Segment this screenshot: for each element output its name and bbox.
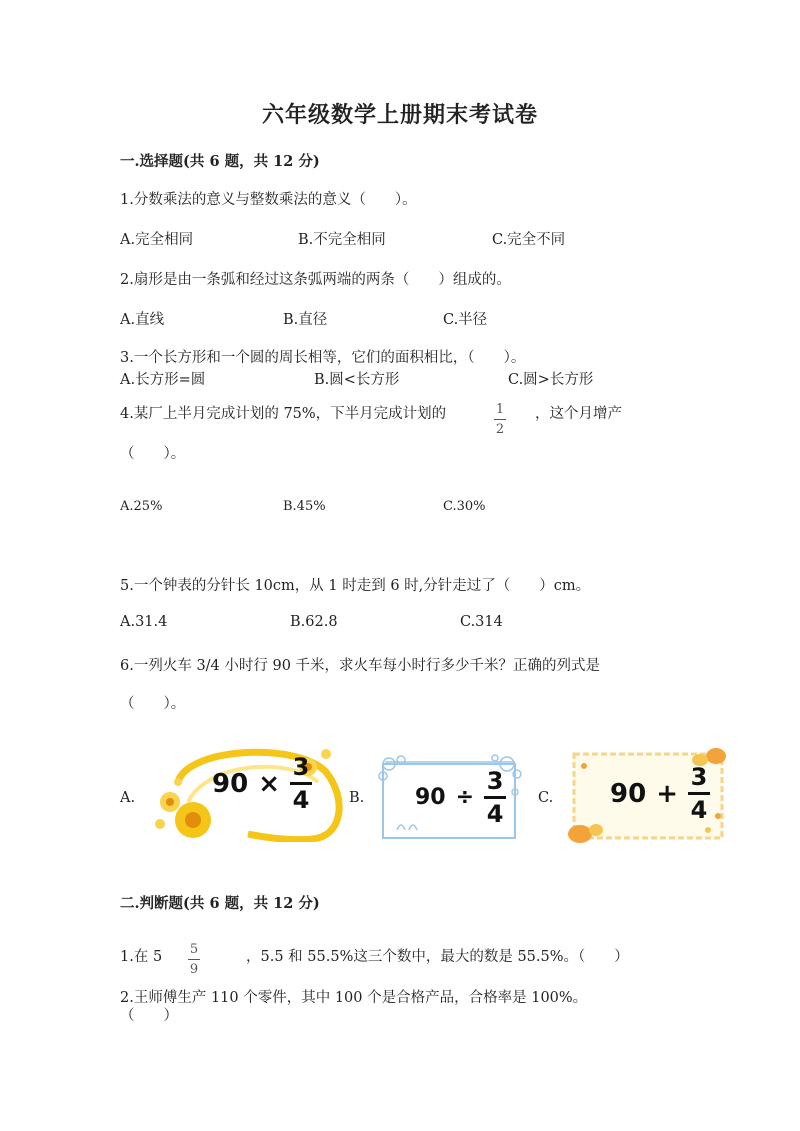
q5-option-b[interactable]: B.62.8 (290, 614, 338, 630)
judgement-1-text-b: ，5.5 和 55.5%这三个数中，最大的数是 55.5%。（ ） (246, 949, 629, 965)
fraction-numerator: 1 (495, 402, 505, 417)
q5-option-a[interactable]: A.31.4 (120, 614, 168, 630)
expr-numerator: 3 (292, 753, 310, 781)
judgement-2-text-b: （ ） (120, 1008, 178, 1024)
option-c-image[interactable] (568, 746, 728, 844)
judgement-1-fraction (188, 938, 200, 977)
q5-option-c[interactable]: C.314 (460, 614, 503, 630)
fraction-numerator: 5 (189, 942, 199, 957)
question-5: 5.一个钟表的分针长 10cm，从 1 时走到 6 时,分针走过了（ ）cm。 (120, 578, 591, 594)
question-4 (120, 402, 446, 423)
section-heading-choice: 一.选择题(共 6 题，共 12 分) (120, 153, 320, 170)
question-4-text-b: ，这个月增产 (535, 406, 622, 422)
judgement-2: 2.王师傅生产 110 个零件，其中 100 个是合格产品，合格率是 100%。 (120, 990, 588, 1006)
fraction-denominator: 9 (189, 962, 199, 977)
option-c-expression (610, 764, 710, 823)
question-4-text-a: 4.某厂上半月完成计划的 75%，下半月完成计划的 (120, 406, 447, 422)
q3-option-c[interactable]: C.圆>长方形 (508, 372, 594, 388)
question-6-text-b: （ ）。 (120, 696, 186, 712)
q1-option-a[interactable]: A.完全相同 (120, 232, 194, 248)
expr-denominator: 4 (486, 800, 504, 828)
expr-numerator: 3 (690, 763, 708, 791)
option-a-expression (212, 754, 312, 813)
judgement-1-text-a: 1.在 5 (120, 949, 163, 965)
option-b-image[interactable] (375, 752, 525, 844)
q6-option-a[interactable]: A. (120, 790, 136, 806)
section-heading-judgement: 二.判断题(共 6 题，共 12 分) (120, 895, 320, 912)
expr-operator: ÷ (455, 785, 475, 810)
question-1: 1.分数乘法的意义与整数乘法的意义（ ）。 (120, 192, 417, 208)
question-2: 2.扇形是由一条弧和经过这条弧两端的两条（ ）组成的。 (120, 272, 511, 288)
question-6: 6.一列火车 3/4 小时行 90 千米，求火车每小时行多少千米？正确的列式是 (120, 658, 601, 674)
expr-denominator: 4 (292, 786, 310, 814)
question-4-text-c: （ ）。 (120, 446, 186, 462)
q6-option-b[interactable]: B. (349, 790, 365, 806)
expr-whole: 90 (212, 768, 249, 799)
q4-option-c[interactable]: C.30% (443, 499, 486, 514)
q2-option-a[interactable]: A.直线 (120, 312, 165, 328)
expr-whole: 90 (610, 778, 647, 809)
q1-option-b[interactable]: B.不完全相同 (298, 232, 386, 248)
q2-option-b[interactable]: B.直径 (283, 312, 328, 328)
expr-whole: 90 (415, 785, 446, 810)
expr-operator: × (258, 768, 280, 799)
expr-denominator: 4 (690, 796, 708, 824)
option-b-expression (415, 768, 506, 827)
q1-option-c[interactable]: C.完全不同 (492, 232, 566, 248)
q4-option-b[interactable]: B.45% (283, 499, 326, 514)
q4-option-a[interactable]: A.25% (120, 499, 163, 514)
option-a-image[interactable] (148, 742, 346, 842)
q6-option-c[interactable]: C. (538, 790, 554, 806)
expr-numerator: 3 (486, 767, 504, 795)
q2-option-c[interactable]: C.半径 (443, 312, 488, 328)
question-3: 3.一个长方形和一个圆的周长相等，它们的面积相比，（ ）。 (120, 350, 526, 366)
page-title: 六年级数学上册期末考试卷 (261, 102, 538, 128)
q3-option-a[interactable]: A.长方形=圆 (120, 372, 206, 388)
expr-operator: + (656, 778, 678, 809)
question-4-fraction (494, 398, 506, 437)
fraction-denominator: 2 (495, 422, 505, 437)
q3-option-b[interactable]: B.圆<长方形 (314, 372, 400, 388)
